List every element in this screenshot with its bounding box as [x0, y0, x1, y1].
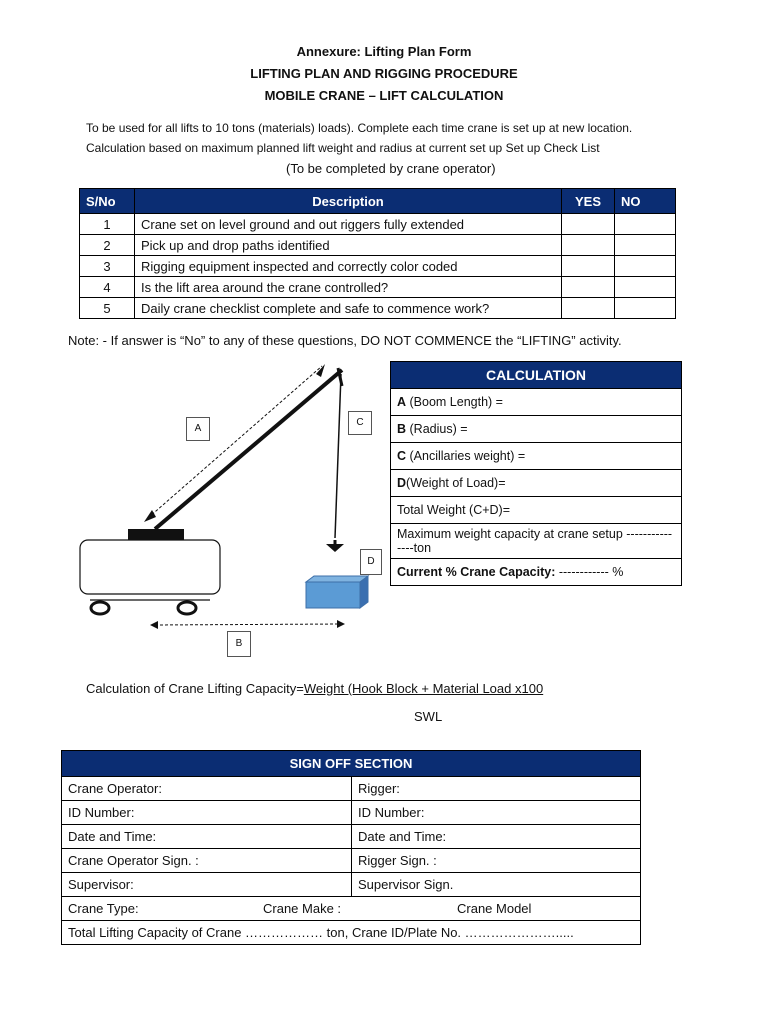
operator-id-field[interactable]: ID Number:	[62, 801, 352, 825]
current-capacity-field[interactable]	[391, 559, 682, 586]
calc-text: ------------ %	[555, 565, 624, 579]
crane-wheel-icon	[178, 602, 196, 614]
form-title: LIFTING PLAN AND RIGGING PROCEDURE	[250, 66, 518, 81]
calc-label: A	[397, 395, 407, 409]
calculation-title: CALCULATION	[391, 362, 682, 389]
supervisor-field[interactable]: Supervisor:	[62, 873, 352, 897]
total-capacity-field[interactable]: Total Lifting Capacity of Crane ……………… ton, Crane ID/Plate No. ………………….....	[62, 921, 641, 945]
label-c: C	[348, 411, 372, 435]
col-description: Description	[135, 189, 562, 214]
col-yes: YES	[562, 189, 615, 214]
col-sno: S/No	[80, 189, 135, 214]
crane-make-label: Crane Make :	[263, 901, 342, 916]
operator-date-field[interactable]: Date and Time:	[62, 825, 352, 849]
calc-label: B	[397, 422, 407, 436]
checklist-table	[79, 188, 676, 319]
intro-line-2: Calculation based on maximum planned lift weight and radius at current set up Set up Check List	[86, 141, 600, 155]
calc-label: C	[397, 449, 407, 463]
calc-text: (Radius) =	[406, 422, 468, 436]
row-number: 5	[80, 298, 135, 319]
crane-wheel-icon	[91, 602, 109, 614]
crane-turntable	[128, 529, 184, 540]
formula-prefix: Calculation of Crane Lifting Capacity=	[86, 681, 304, 696]
table-row	[80, 214, 676, 235]
calc-text: (Ancillaries weight) =	[406, 449, 526, 463]
row-description: Rigging equipment inspected and correctly color coded	[135, 256, 562, 277]
rigger-id-field[interactable]: ID Number:	[352, 801, 641, 825]
row-description: Is the lift area around the crane controlled?	[135, 277, 562, 298]
crane-body	[80, 540, 220, 594]
load-weight-field[interactable]	[391, 470, 682, 497]
row-description: Daily crane checklist complete and safe to commence work?	[135, 298, 562, 319]
crane-model-label: Crane Model	[457, 901, 532, 916]
yes-cell[interactable]	[562, 235, 615, 256]
rigger-sign-field[interactable]: Rigger Sign. :	[352, 849, 641, 873]
form-subtitle: MOBILE CRANE – LIFT CALCULATION	[264, 88, 504, 103]
row-number: 4	[80, 277, 135, 298]
formula-numerator: Weight (Hook Block + Material Load x100	[303, 681, 544, 696]
row-description: Pick up and drop paths identified	[135, 235, 562, 256]
total-weight-field[interactable]: Total Weight (C+D)=	[391, 497, 682, 524]
yes-cell[interactable]	[562, 298, 615, 319]
calculation-table	[390, 361, 682, 586]
boom-length-field[interactable]	[391, 389, 682, 416]
yes-cell[interactable]	[562, 214, 615, 235]
table-row	[80, 235, 676, 256]
calc-text: (Weight of Load)=	[406, 476, 506, 490]
hoist-line	[335, 374, 341, 538]
crane-details-row[interactable]	[62, 897, 641, 921]
yes-cell[interactable]	[562, 277, 615, 298]
no-cell[interactable]	[615, 277, 676, 298]
row-number: 2	[80, 235, 135, 256]
yes-cell[interactable]	[562, 256, 615, 277]
warning-note: Note: - If answer is “No” to any of these questions, DO NOT COMMENCE the “LIFTING” activity.	[68, 333, 622, 348]
table-row	[80, 256, 676, 277]
ancillaries-weight-field[interactable]	[391, 443, 682, 470]
calc-label: D	[397, 476, 407, 490]
checklist-header-row	[80, 189, 676, 214]
max-capacity-field[interactable]: Maximum weight capacity at crane setup ---------------ton	[391, 524, 682, 559]
boom-length-arrow	[148, 366, 322, 518]
intro-line-1: To be used for all lifts to 10 tons (materials) loads). Complete each time crane is set up at new location.	[86, 121, 633, 135]
row-number: 3	[80, 256, 135, 277]
row-number: 1	[80, 214, 135, 235]
crane-operator-field[interactable]: Crane Operator:	[62, 777, 352, 801]
no-cell[interactable]	[615, 256, 676, 277]
label-d: D	[360, 549, 382, 575]
radius-arrow	[155, 624, 340, 625]
supervisor-sign-field[interactable]: Supervisor Sign.	[352, 873, 641, 897]
hook-icon	[326, 544, 344, 552]
operator-sign-field[interactable]: Crane Operator Sign. :	[62, 849, 352, 873]
col-no: NO	[615, 189, 676, 214]
label-b: B	[227, 631, 251, 657]
rigger-field[interactable]: Rigger:	[352, 777, 641, 801]
no-cell[interactable]	[615, 214, 676, 235]
calc-label: Current % Crane Capacity:	[397, 565, 556, 579]
rigger-date-field[interactable]: Date and Time:	[352, 825, 641, 849]
table-row	[80, 298, 676, 319]
intro-line-3: (To be completed by crane operator)	[286, 161, 496, 176]
calc-text: (Boom Length) =	[406, 395, 503, 409]
crane-type-label: Crane Type:	[68, 901, 139, 916]
no-cell[interactable]	[615, 298, 676, 319]
formula-line	[86, 681, 543, 696]
crane-diagram	[70, 360, 390, 660]
signoff-title: SIGN OFF SECTION	[62, 751, 641, 777]
formula-denominator: SWL	[414, 709, 443, 724]
label-a: A	[186, 417, 210, 441]
crane-boom	[155, 370, 342, 529]
radius-field[interactable]	[391, 416, 682, 443]
row-description: Crane set on level ground and out riggers fully extended	[135, 214, 562, 235]
form-annexure-title: Annexure: Lifting Plan Form	[296, 44, 472, 59]
load-block	[306, 582, 360, 608]
table-row	[80, 277, 676, 298]
no-cell[interactable]	[615, 235, 676, 256]
signoff-table	[61, 750, 641, 945]
